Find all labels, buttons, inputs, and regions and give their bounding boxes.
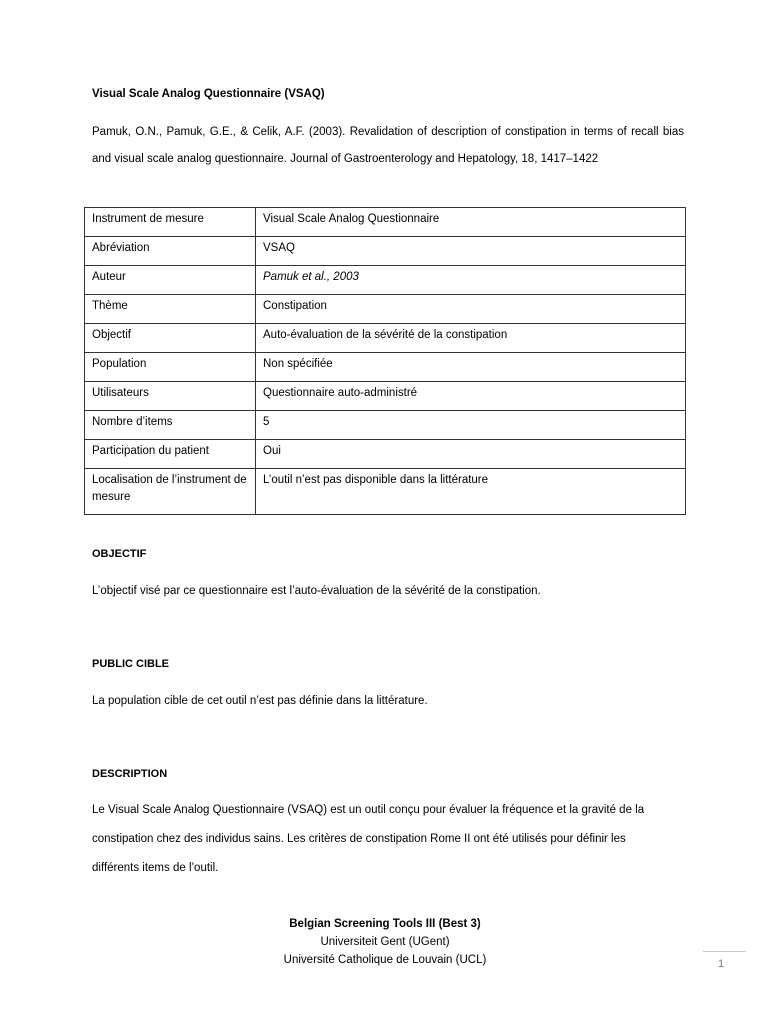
- table-cell-label: Instrument de mesure: [85, 208, 256, 237]
- table-cell-label: Utilisateurs: [85, 382, 256, 411]
- section-heading-public-cible: PUBLIC CIBLE: [92, 658, 169, 670]
- table-cell-label: Participation du patient: [85, 440, 256, 469]
- footer-institution-ucl: Université Catholique de Louvain (UCL): [283, 954, 487, 966]
- table-cell-value: Questionnaire auto-administré: [256, 382, 686, 411]
- table-row: [85, 382, 686, 411]
- table-cell-label: Abréviation: [85, 237, 256, 266]
- section-text-objectif: L’objectif visé par ce questionnaire est l’auto-évaluation de la sévérité de la constipation.: [92, 585, 541, 597]
- table-cell-value: Non spécifiée: [256, 353, 686, 382]
- table-row: [85, 266, 686, 295]
- table-cell-value: L’outil n’est pas disponible dans la littérature: [256, 469, 686, 515]
- table-cell-label: Nombre d’items: [85, 411, 256, 440]
- table-cell-value: Visual Scale Analog Questionnaire: [256, 208, 686, 237]
- instrument-info-table: [84, 207, 686, 515]
- table-cell-label: Auteur: [85, 266, 256, 295]
- table-row: [85, 324, 686, 353]
- table-row: [85, 469, 686, 515]
- table-cell-label: Thème: [85, 295, 256, 324]
- table-cell-label: Population: [85, 353, 256, 382]
- section-heading-description: DESCRIPTION: [92, 768, 168, 780]
- table-cell-label: Localisation de l’instrument de mesure: [85, 469, 256, 515]
- table-cell-value: Oui: [256, 440, 686, 469]
- table-row: [85, 411, 686, 440]
- table-cell-value: Auto-évaluation de la sévérité de la constipation: [256, 324, 686, 353]
- page-number-rule: [703, 951, 746, 952]
- document-title: Visual Scale Analog Questionnaire (VSAQ): [92, 88, 325, 100]
- table-cell-value: Constipation: [256, 295, 686, 324]
- footer-institution-ugent: Universiteit Gent (UGent): [320, 936, 450, 948]
- table-row: [85, 440, 686, 469]
- section-text-description: Le Visual Scale Analog Questionnaire (VSAQ) est un outil conçu pour évaluer la fréquence et la gravité de la constipation chez des individus sains. Les critères de constipation Rome II ont été utilisés pour définir les différents items de l’outil.: [92, 804, 645, 874]
- table-cell-value: Pamuk et al., 2003: [256, 266, 686, 295]
- table-cell-value: 5: [256, 411, 686, 440]
- table-row: [85, 208, 686, 237]
- section-heading-objectif: OBJECTIF: [92, 548, 147, 560]
- footer-title: Belgian Screening Tools III (Best 3): [289, 918, 481, 930]
- reference-citation: Pamuk, O.N., Pamuk, G.E., & Celik, A.F. (2003). Revalidation of description of constipation in terms of recall bias and visual scale analog questionnaire. Journal of Gastroenterology and Hepatology, 18, 1417–1422: [92, 126, 684, 165]
- table-cell-label: Objectif: [85, 324, 256, 353]
- table-row: [85, 295, 686, 324]
- table-row: [85, 353, 686, 382]
- page-number: 1: [718, 958, 725, 970]
- table-row: [85, 237, 686, 266]
- page-footer: [0, 915, 770, 969]
- table-cell-value: VSAQ: [256, 237, 686, 266]
- section-text-public-cible: La population cible de cet outil n’est pas définie dans la littérature.: [92, 695, 428, 707]
